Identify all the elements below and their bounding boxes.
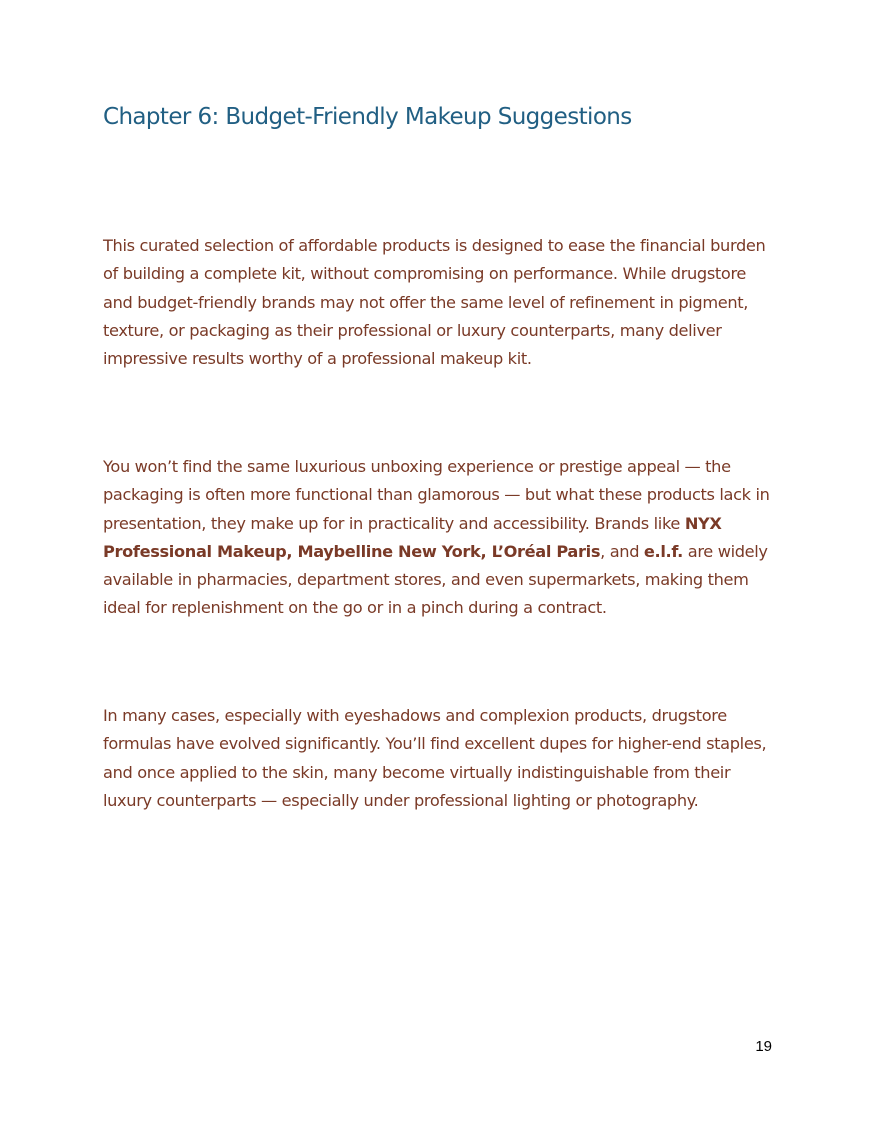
paragraph-text: You won’t find the same luxurious unboxing experience or prestige appeal — the packaging is often more functional than glamorous — but what these products lack in presentation, they make up for in practicality and accessibility. Brands like <box>103 457 770 533</box>
page-number: 19 <box>755 1038 772 1055</box>
brand-separator: , <box>286 541 298 561</box>
brand-maybelline: Maybelline New York <box>297 541 481 561</box>
brand-elf: e.l.f. <box>643 541 683 561</box>
paragraph-affordable-selection: This curated selection of affordable products is designed to ease the financial burden of building a complete kit, without compromising on performance. While drugstore and budget-friendly brands may not offer the same level of refinement in pigment, texture, or packaging as their professional or luxury counterparts, many deliver impressive results worthy of a professional makeup kit. <box>103 236 766 369</box>
paragraph-packaging-and-brands <box>103 453 775 623</box>
chapter-title: Chapter 6: Budget-Friendly Makeup Suggestions <box>103 104 632 130</box>
paragraph-drugstore-formulas: In many cases, especially with eyeshadows and complexion products, drugstore formulas have evolved significantly. You’ll find excellent dupes for higher-end staples, and once applied to the skin, many become virtually indistinguishable from their luxury counterparts — especially under professional lighting or photography. <box>103 706 767 810</box>
brand-loreal: L’Oréal Paris <box>491 541 601 561</box>
paragraph-text: , and <box>600 541 644 561</box>
paragraph-text: are widely available in pharmacies, department stores, and even supermarkets, making them ideal for replenishment on the go or in a pinch during a contract. <box>103 541 768 618</box>
brand-nyx: NYX Professional Makeup <box>103 513 722 561</box>
brand-separator: , <box>480 541 492 561</box>
